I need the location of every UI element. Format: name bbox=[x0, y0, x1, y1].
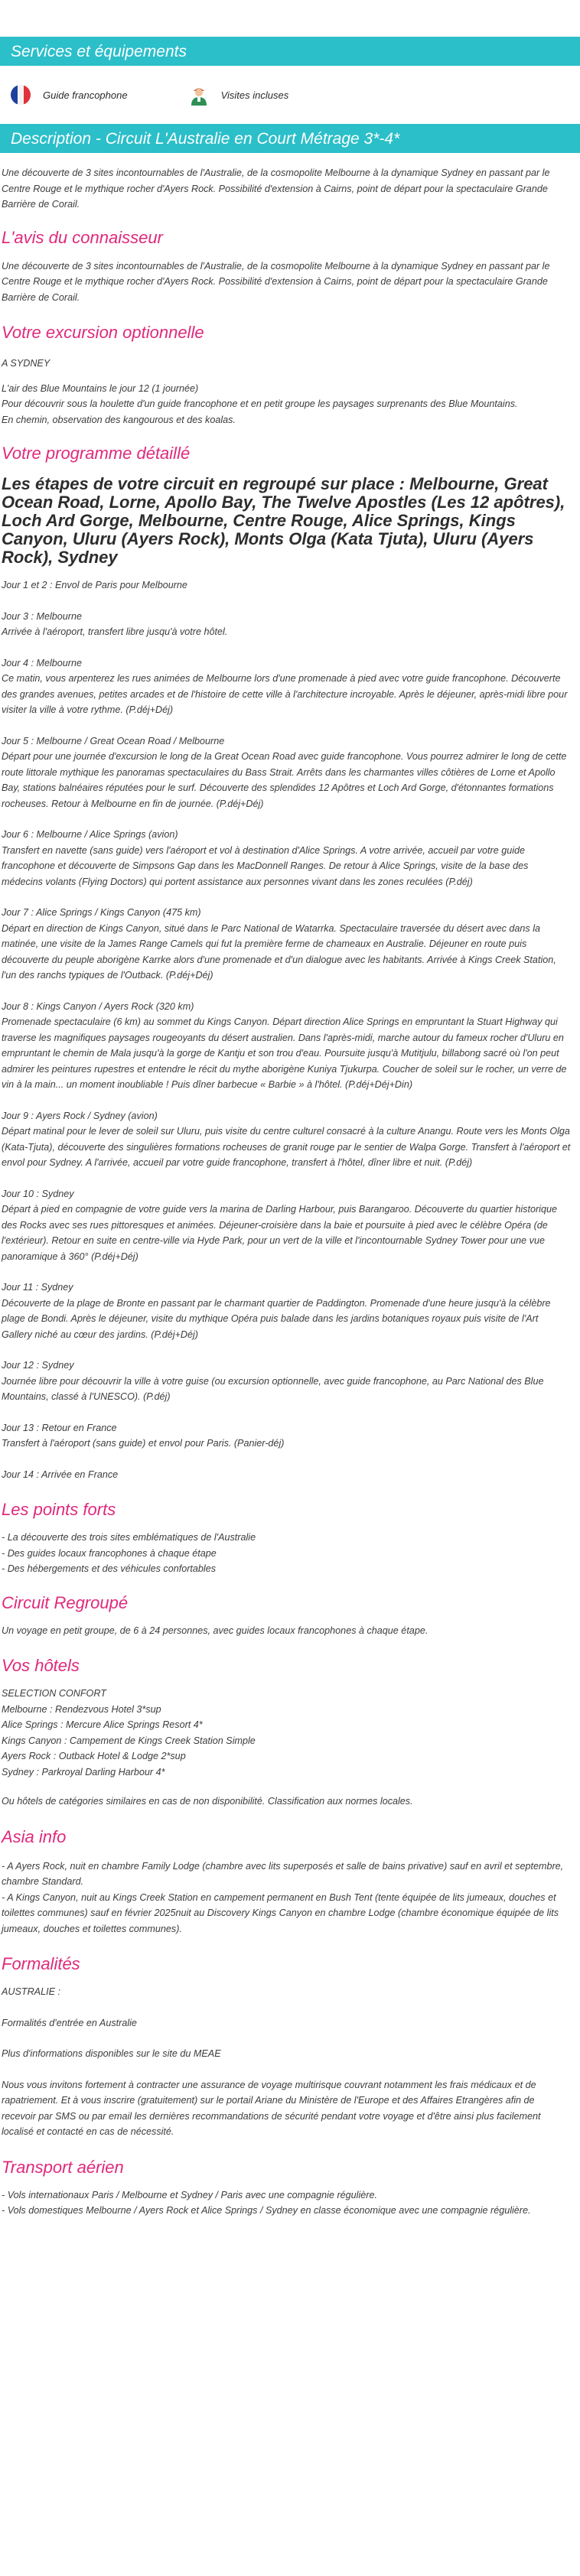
service-label: Visites incluses bbox=[220, 89, 289, 101]
day-title: Jour 14 : Arrivée en France bbox=[2, 1469, 119, 1480]
avis-text: Une découverte de 3 sites incontournables de l'Australie, de la cosmopolite Melbourne à la dynamique Sydney en passant par le Centre Rouge et le mythique rocher d'Ayers Rock. Possibilité d'extension à Cairns, point de départ pour la spectaculaire Grande Barrière de Corail. bbox=[2, 260, 550, 303]
hotels-list bbox=[2, 1686, 571, 1780]
circuit-title: Circuit Regroupé bbox=[2, 1592, 129, 1612]
day-title: Jour 13 : Retour en France bbox=[2, 1422, 117, 1433]
programme-subtitle: Les étapes de votre circuit en regroupé sur place : Melbourne, Great Ocean Road, Lorne, Apollo Bay, The Twelve Apostles (Les 12 apôtres), Loch Ard Gorge, Melbourne, Centre Rouge, Alice Springs, Kings Canyon, Uluru (Ayers Rock), Monts Olga (Kata Tjuta), Uluru (Ayers Rock), Sydney bbox=[2, 474, 565, 567]
programme-title: Votre programme détaillé bbox=[2, 444, 191, 463]
transport-text: - Vols domestiques Melbourne / Ayers Rock et Alice Springs / Sydney en classe économique avec une compagnie régulière. bbox=[2, 2205, 531, 2216]
asia-title: Asia info bbox=[2, 1826, 67, 1846]
service-guide bbox=[11, 85, 128, 105]
day-item bbox=[2, 1467, 571, 1483]
excursion-city: A SYDNEY bbox=[2, 358, 51, 369]
list-item: - Des guides locaux francophones à chaque étape bbox=[2, 1547, 217, 1559]
guide-person-icon bbox=[189, 84, 209, 106]
hotels-title: Vos hôtels bbox=[2, 1656, 80, 1675]
services-title: Services et équipements bbox=[11, 43, 187, 60]
list-item: - Des hébergements et des véhicules confortables bbox=[2, 1563, 217, 1574]
description-text: Une découverte de 3 sites incontournables de l'Australie, de la cosmopolite Melbourne à la dynamique Sydney en passant par le Centre Rouge et le mythique rocher d'Ayers Rock. Possibilité d'extension à Cairns, point de départ pour la spectaculaire Grande Barrière de Corail. bbox=[2, 168, 550, 210]
points-forts-list bbox=[2, 1530, 571, 1577]
formalites-country: AUSTRALIE : bbox=[2, 1986, 60, 1997]
formalites-title: Formalités bbox=[2, 1954, 80, 1973]
day-item bbox=[2, 609, 571, 640]
day-text: Découverte de la plage de Bronte en passant par le charmant quartier de Paddington. Promenade d'une heure jusqu'à la célèbre plage de Bondi. Après le déjeuner, visite du mythique Opéra puis balade dans les jardins botaniques royaux puis visite de l'Art Gallery niché au cœur des jardins. (P.déj+Déj) bbox=[2, 1297, 551, 1340]
day-title: Jour 10 : Sydney bbox=[2, 1188, 74, 1199]
description-header bbox=[0, 124, 580, 153]
day-item bbox=[2, 1280, 571, 1342]
services-list bbox=[0, 66, 580, 124]
circuit-text: Un voyage en petit groupe, de 6 à 24 personnes, avec guides locaux francophones à chaque étape. bbox=[2, 1625, 428, 1636]
service-label: Guide francophone bbox=[43, 89, 128, 101]
transport-title: Transport aérien bbox=[2, 2157, 124, 2177]
hotel-line: Ayers Rock : Outback Hotel & Lodge 2*sup bbox=[2, 1751, 186, 1761]
day-text: Transfert à l'aéroport (sans guide) et envol pour Paris. (Panier-déj) bbox=[2, 1438, 285, 1449]
day-item bbox=[2, 1108, 571, 1171]
day-title: Jour 8 : Kings Canyon / Ayers Rock (320 km) bbox=[2, 1000, 194, 1012]
hotel-line: Kings Canyon : Campement de Kings Creek Station Simple bbox=[2, 1735, 256, 1746]
day-title: Jour 6 : Melbourne / Alice Springs (avion) bbox=[2, 829, 178, 840]
avis-title: L'avis du connaisseur bbox=[2, 227, 163, 247]
day-title: Jour 3 : Melbourne bbox=[2, 610, 83, 622]
hotel-line: Sydney : Parkroyal Darling Harbour 4* bbox=[2, 1766, 165, 1778]
day-title: Jour 4 : Melbourne bbox=[2, 657, 83, 668]
day-title: Jour 11 : Sydney bbox=[2, 1282, 73, 1293]
hotel-line: SELECTION CONFORT bbox=[2, 1688, 106, 1699]
day-title: Jour 1 et 2 : Envol de Paris pour Melbourne bbox=[2, 580, 187, 590]
transport-text: - Vols internationaux Paris / Melbourne et Sydney / Paris avec une compagnie régulière. bbox=[2, 2189, 377, 2200]
formalites-text: Plus d'informations disponibles sur le site du MEAE bbox=[2, 2048, 221, 2059]
formalites-text: Formalités d'entrée en Australie bbox=[2, 2017, 137, 2028]
services-header bbox=[0, 37, 580, 66]
day-title: Jour 5 : Melbourne / Great Ocean Road / Melbourne bbox=[2, 735, 225, 746]
points-forts-title: Les points forts bbox=[2, 1500, 116, 1519]
day-text: Départ à pied en compagnie de votre guide vers la marina de Darling Harbour, puis Barangaroo. Découverte du quartier historique des Rocks avec ses rues pittoresques et animées. Déjeuner-croisière dans la baie et poursuite à pied avec le célèbre Opéra (de l'extérieur). Retour en suite en centre-ville via Hyde Park, pour un vert de la ville et l'incontournable Sydney Tower pour une vue panoramique à 360° (P.déj+Déj) bbox=[2, 1204, 557, 1262]
asia-text: - A Kings Canyon, nuit au Kings Creek Station en campement permanent en Bush Tent (tente équipée de lits jumeaux, douches et toilettes communes) sauf en février 2025nuit au Discovery Kings Canyon en chambre Lodge (chambre économique équipée de lits jumeaux, douches et toilettes communes). bbox=[2, 1891, 559, 1934]
day-item bbox=[2, 1186, 571, 1265]
day-item bbox=[2, 827, 571, 890]
day-title: Jour 12 : Sydney bbox=[2, 1360, 74, 1371]
day-item bbox=[2, 733, 571, 812]
hotels-note: Ou hôtels de catégories similaires en cas de non disponibilité. Classification aux normes locales. bbox=[2, 1796, 413, 1807]
day-title: Jour 9 : Ayers Rock / Sydney (avion) bbox=[2, 1110, 158, 1121]
day-text: Promenade spectaculaire (6 km) au sommet du Kings Canyon. Départ direction Alice Springs en empruntant la Stuart Highway qui traverse les magnifiques paysages rougeoyants du désert australien. Dans l'après-midi, marche autour du fameux rocher d'Uluru en empruntant le chemin de Mala jusqu'à la gorge de Kantju et son trou d'eau. Poursuite jusqu'à Mutitjulu, billabong sacré où l'on peut admirer les peintures rupestres et entendre le récit du mythe aborigène Kuniya Tjukurpa. Coucher de soleil sur le rocher, un verre de vin à la main... un moment inoubliable ! Puis dîner barbecue « Barbie » à l'hôtel. (P.déj+Déj+Din) bbox=[2, 1016, 567, 1090]
excursion-line: En chemin, observation des kangourous et des koalas. bbox=[2, 414, 236, 425]
day-text: Journée libre pour découvrir la ville à votre guise (ou excursion optionnelle, avec guide francophone, au Parc National des Blue Mountains, classé à l'UNESCO). (P.déj) bbox=[2, 1375, 544, 1402]
day-item bbox=[2, 577, 571, 594]
description-title: Description - Circuit L'Australie en Court Métrage 3*-4* bbox=[11, 130, 400, 148]
main-content bbox=[0, 165, 580, 2219]
day-list bbox=[2, 577, 571, 1482]
day-text: Départ pour une journée d'excursion le long de la Great Ocean Road avec guide francophone. Vous pourrez admirer le long de cette route littorale mythique les panoramas spectaculaires du Bass Strait. Arrêts dans les charmantes villes côtières de Lorne et Apollo Bay, stations balnéaires réputées pour le surf. Découverte des splendides 12 Apôtres et Loch Ard Gorge, d'étonnantes formations rocheuses. Retour à Melbourne en fin de journée. (P.déj+Déj) bbox=[2, 751, 567, 809]
excursion-line: L'air des Blue Mountains le jour 12 (1 journée) bbox=[2, 382, 199, 394]
day-item bbox=[2, 905, 571, 984]
france-flag-icon bbox=[11, 85, 31, 105]
day-item bbox=[2, 999, 571, 1093]
formalites-text: Nous vous invitons fortement à contracter une assurance de voyage multirisque couvrant notamment les frais médicaux et de rapatriement. Et à vous inscrire (gratuitement) sur le portail Ariane du Ministère de l'Europe et des Affaires Etrangères afin de recevoir par SMS ou par email les dernières recommandations de sécurité pendant votre voyage et d'être ainsi plus facilement localisé et contacté en cas de nécessité. bbox=[2, 2079, 541, 2137]
day-text: Ce matin, vous arpenterez les rues animées de Melbourne lors d'une promenade à pied avec votre guide francophone. Découverte des grandes avenues, petites arcades et de l'histoire de cette ville à l'architecture incroyable. Après le déjeuner, après-midi libre pour visiter la ville à votre rythme. (P.déj+Déj) bbox=[2, 673, 568, 715]
day-title: Jour 7 : Alice Springs / Kings Canyon (475 km) bbox=[2, 907, 201, 918]
day-item bbox=[2, 1420, 571, 1452]
day-text: Départ matinal pour le lever de soleil sur Uluru, puis visite du centre culturel consacré à la culture Anangu. Route vers les Monts Olga (Kata-Tjuta), découverte des singulières formations rocheuses de granit rouge par le sentier de Walpa Gorge. Transfert à l'aéroport et envol pour Sydney. A l'arrivée, accueil par votre guide francophone, transfert à l'hôtel, dîner libre et nuit. (P.déj) bbox=[2, 1126, 571, 1168]
excursion-line: Pour découvrir sous la houlette d'un guide francophone et en petit groupe les paysages surprenants des Blue Mountains. bbox=[2, 398, 518, 409]
asia-text: - A Ayers Rock, nuit en chambre Family Lodge (chambre avec lits superposés et salle de bains privative) sauf en avril et septembre, chambre Standard. bbox=[2, 1860, 564, 1887]
service-visits bbox=[189, 84, 289, 106]
hotel-line: Melbourne : Rendezvous Hotel 3*sup bbox=[2, 1703, 161, 1715]
day-item bbox=[2, 1358, 571, 1405]
hotel-line: Alice Springs : Mercure Alice Springs Resort 4* bbox=[2, 1719, 203, 1730]
day-text: Départ en direction de Kings Canyon, situé dans le Parc National de Watarrka. Spectaculaire traversée du désert avec dans la matinée, une visite de la James Range Camels qui fut la première ferme de chameaux en Australie. Déjeuner en route puis découverte du peuple aborigène Karrke alors d'une promenade et d'un dialogue avec les habitants. Arrivée à Kings Creek Station, l'un des ranchs typiques de l'Outback. (P.déj+Déj) bbox=[2, 922, 556, 981]
day-text: Arrivée à l'aéroport, transfert libre jusqu'à votre hôtel. bbox=[2, 626, 228, 637]
list-item: - La découverte des trois sites emblématiques de l'Australie bbox=[2, 1532, 256, 1543]
day-text: Transfert en navette (sans guide) vers l'aéroport et vol à destination d'Alice Springs. A votre arrivée, accueil par votre guide francophone et découverte de Simpsons Gap dans les MacDonnell Ranges. De retour à Alice Springs, visite de la base des médecins volants (Flying Doctors) qui portent assistance aux personnes vivant dans les zones reculées (P.déj) bbox=[2, 844, 529, 887]
day-item bbox=[2, 655, 571, 718]
excursion-title: Votre excursion optionnelle bbox=[2, 323, 204, 342]
